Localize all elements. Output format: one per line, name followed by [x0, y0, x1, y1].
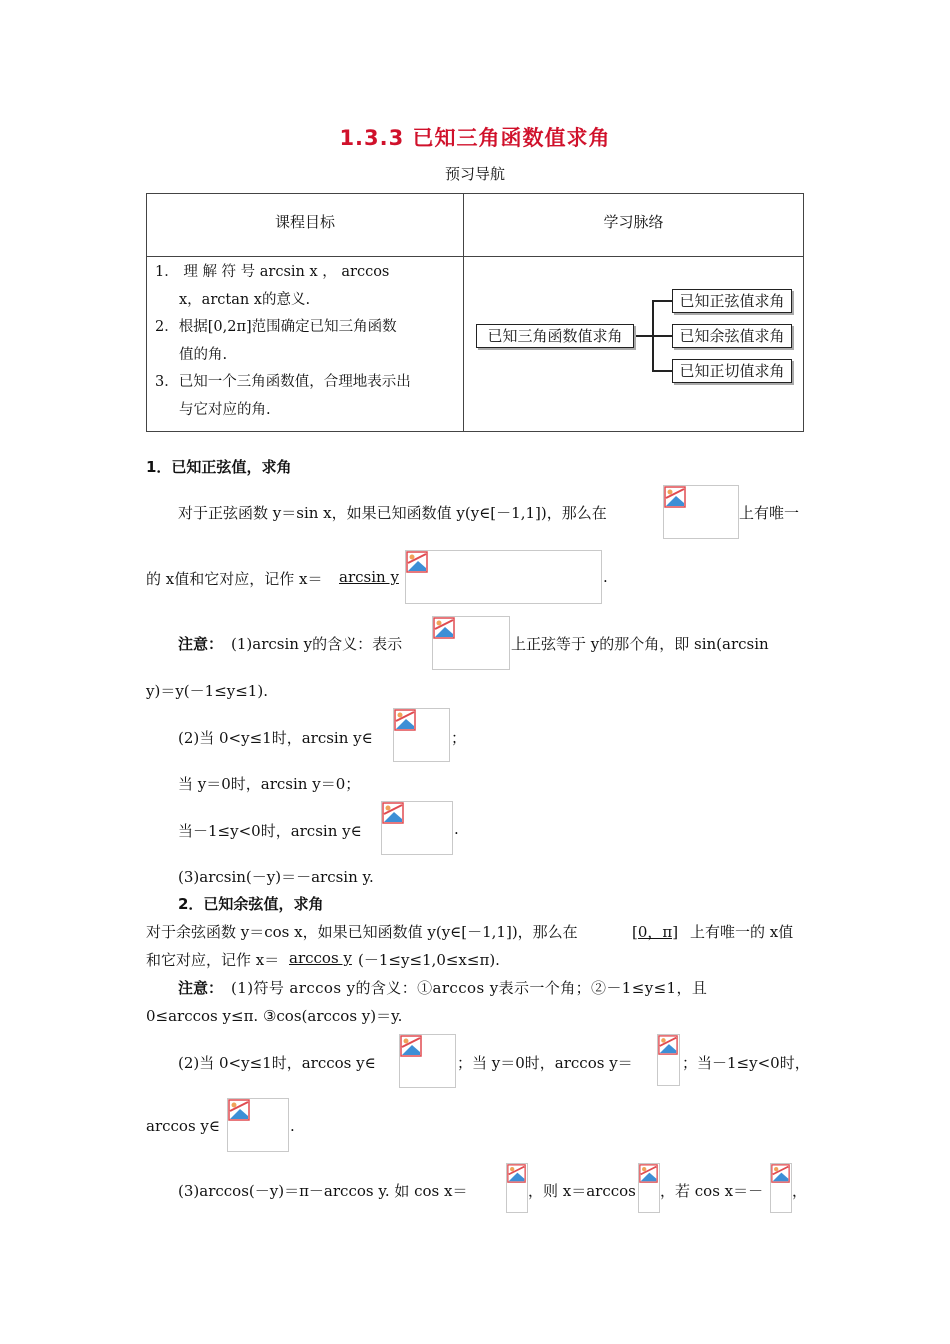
s1-note-text: 当 y＝0时，arcsin y＝0；	[178, 775, 361, 793]
header-learning-map: 学习脉络	[464, 194, 804, 257]
s2-note-text: ，	[792, 1182, 808, 1200]
s1-note-text: (3)arcsin(－y)＝－arcsin y.	[178, 868, 374, 886]
missing-image-icon	[638, 1163, 660, 1213]
s1-para-text: 的 x值和它对应，记作 x＝	[146, 570, 323, 588]
map-root-box: 已知三角函数值求角	[476, 324, 634, 348]
s2-arccos-notation: arccos y	[289, 949, 352, 967]
s1-note-text: .	[454, 820, 459, 838]
missing-image-icon	[432, 616, 510, 670]
s1-note-text: (1)arcsin y的含义：表示	[231, 635, 403, 653]
map-child-sine: 已知正弦值求角	[672, 289, 792, 313]
s2-para-text: 上有唯一的 x值	[690, 923, 794, 941]
s2-para-text: (－1≤y≤1,0≤x≤π).	[358, 951, 500, 969]
s2-interval: [0，π]	[632, 923, 679, 941]
missing-image-icon	[381, 801, 453, 855]
s1-note-text: ；	[451, 729, 467, 747]
note-label: 注意：	[178, 635, 224, 653]
section-1-heading: 1．已知正弦值，求角	[146, 458, 292, 476]
map-connector	[652, 335, 672, 337]
missing-image-icon	[393, 708, 450, 762]
s2-note-text: arccos y∈	[146, 1117, 220, 1135]
learning-map-cell	[464, 257, 804, 432]
missing-image-icon	[657, 1034, 680, 1086]
map-child-tangent: 已知正切值求角	[672, 359, 792, 383]
s1-note-text: y)＝y(－1≤y≤1).	[146, 682, 268, 700]
goal-line: 与它对应的角.	[179, 401, 271, 418]
missing-image-icon	[770, 1163, 792, 1213]
course-goals-cell	[147, 257, 464, 432]
missing-image-icon	[399, 1034, 456, 1088]
s2-para-text: 对于余弦函数 y＝cos x，如果已知函数值 y(y∈[－1,1])，那么在	[146, 923, 578, 941]
header-course-goals: 课程目标	[147, 194, 464, 257]
s1-para-text: 上有唯一	[739, 504, 800, 522]
preview-guide-table	[146, 193, 804, 432]
s1-para-text: .	[603, 568, 608, 586]
goal-line: 1． 理 解 符 号 arcsin x ， arccos	[155, 264, 390, 280]
missing-image-icon	[227, 1098, 289, 1152]
s2-note-text: (3)arccos(－y)＝π－arccos y. 如 cos x＝	[178, 1182, 468, 1200]
s1-para-text: 对于正弦函数 y＝sin x，如果已知函数值 y(y∈[－1,1])，那么在	[178, 504, 607, 522]
goal-line: 3．已知一个三角函数值，合理地表示出	[155, 374, 411, 390]
map-child-cosine: 已知余弦值求角	[672, 324, 792, 348]
s2-note-text: ；当－1≤y<0时，	[682, 1054, 810, 1072]
note-label: 注意：	[178, 979, 224, 997]
s1-note-text: 上正弦等于 y的那个角，即 sin(arcsin	[511, 635, 769, 653]
map-connector	[652, 300, 672, 302]
goal-line: 值的角.	[179, 346, 228, 363]
missing-image-icon	[663, 485, 739, 539]
s2-para-text: 和它对应，记作 x＝	[146, 951, 280, 969]
map-connector	[636, 335, 652, 337]
s2-note-text: ；当 y＝0时，arccos y＝	[457, 1054, 633, 1072]
s2-note-text: 0≤arccos y≤π. ③cos(arccos y)＝y.	[146, 1007, 403, 1025]
s2-note-text: ，则 x＝arccos	[528, 1182, 636, 1200]
s2-note-text: ，若 cos x＝－	[660, 1182, 764, 1200]
s2-note-text: .	[290, 1117, 295, 1135]
goal-line: 2．根据[0,2π]范围确定已知三角函数	[155, 319, 397, 335]
section-2-heading: 2．已知余弦值，求角	[178, 895, 324, 913]
s1-arcsin-notation: arcsin y	[339, 568, 399, 586]
preview-guide-heading: 预习导航	[444, 165, 505, 183]
s1-note-text: 当－1≤y<0时，arcsin y∈	[178, 822, 362, 840]
map-connector	[652, 370, 672, 372]
missing-image-icon	[506, 1163, 528, 1213]
goal-line: x，arctan x的意义.	[179, 291, 311, 308]
s2-note-text: (1)符号 arccos y的含义：①arccos y表示一个角；②－1≤y≤1，且	[231, 979, 708, 997]
s2-note-text: (2)当 0<y≤1时，arccos y∈	[178, 1054, 376, 1072]
page-title: 1.3.3 已知三角函数值求角	[339, 126, 611, 150]
missing-image-icon	[405, 550, 602, 604]
s1-note-text: (2)当 0<y≤1时，arcsin y∈	[178, 729, 373, 747]
